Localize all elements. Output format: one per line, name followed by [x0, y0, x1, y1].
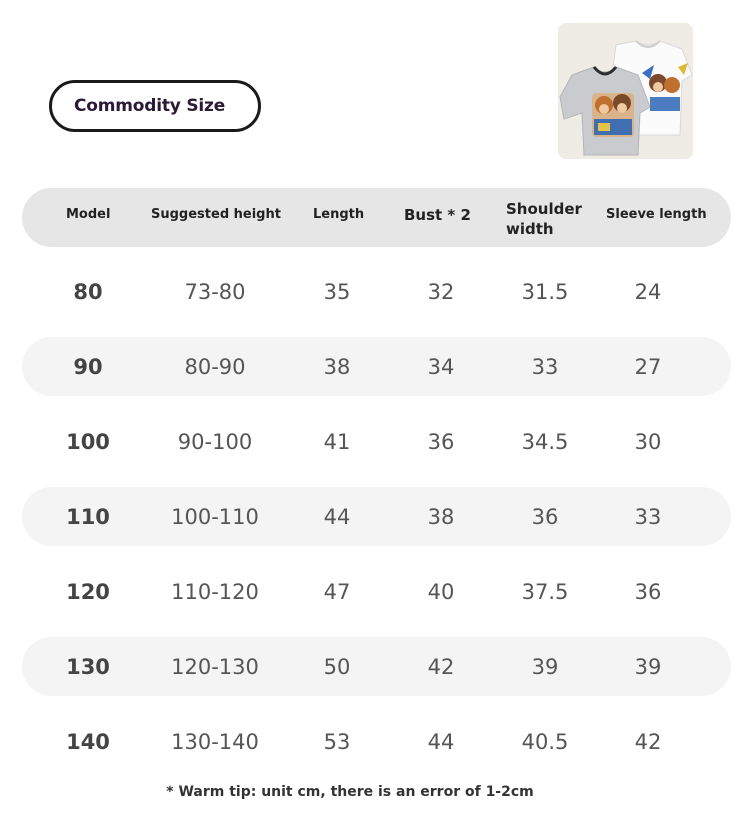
- header-suggested-height: Suggested height: [151, 207, 281, 222]
- cell-sleeve: 24: [634, 280, 662, 304]
- product-thumbnail: [558, 23, 693, 159]
- cell-sleeve: 33: [634, 505, 662, 529]
- cell-length: 38: [323, 355, 351, 379]
- cell-bust: 38: [427, 505, 455, 529]
- cell-height: 73-80: [184, 280, 246, 304]
- cell-sleeve: 39: [634, 655, 662, 679]
- cell-shoulder: 40.5: [521, 730, 569, 754]
- cell-bust: 44: [427, 730, 455, 754]
- cell-shoulder: 39: [531, 655, 559, 679]
- cell-height: 100-110: [171, 505, 259, 529]
- cell-sleeve: 36: [634, 580, 662, 604]
- cell-shoulder: 36: [531, 505, 559, 529]
- cell-bust: 34: [427, 355, 455, 379]
- cell-shoulder: 31.5: [521, 280, 569, 304]
- cell-height: 130-140: [171, 730, 259, 754]
- cell-shoulder: 33: [531, 355, 559, 379]
- cell-model: 90: [73, 355, 103, 379]
- cell-bust: 32: [427, 280, 455, 304]
- cell-shoulder: 34.5: [521, 430, 569, 454]
- cell-sleeve: 27: [634, 355, 662, 379]
- cell-length: 47: [323, 580, 351, 604]
- cell-model: 100: [66, 430, 110, 454]
- cell-length: 41: [323, 430, 351, 454]
- cell-height: 80-90: [184, 355, 246, 379]
- cell-bust: 36: [427, 430, 455, 454]
- header-shoulder-line2: width: [506, 220, 554, 238]
- sweatshirt-image: [558, 23, 693, 159]
- header-length: Length: [313, 207, 365, 222]
- cell-height: 90-100: [177, 430, 253, 454]
- cell-sleeve: 30: [634, 430, 662, 454]
- header-shoulder-line1: Shoulder: [506, 200, 582, 218]
- cell-length: 44: [323, 505, 351, 529]
- warm-tip: * Warm tip: unit cm, there is an error of 1-2cm: [166, 784, 534, 800]
- cell-model: 80: [73, 280, 103, 304]
- cell-height: 110-120: [171, 580, 259, 604]
- page-title: Commodity Size: [49, 80, 261, 132]
- header-shoulder-width: [506, 199, 582, 239]
- cell-length: 53: [323, 730, 351, 754]
- header-bust: Bust * 2: [404, 206, 471, 224]
- cell-model: 120: [66, 580, 110, 604]
- cell-bust: 42: [427, 655, 455, 679]
- cell-sleeve: 42: [634, 730, 662, 754]
- cell-length: 35: [323, 280, 351, 304]
- cell-shoulder: 37.5: [521, 580, 569, 604]
- cell-height: 120-130: [171, 655, 259, 679]
- header-sleeve-length: Sleeve length: [606, 207, 707, 222]
- cell-model: 140: [66, 730, 110, 754]
- header-model: Model: [66, 207, 111, 222]
- cell-length: 50: [323, 655, 351, 679]
- cell-bust: 40: [427, 580, 455, 604]
- cell-model: 130: [66, 655, 110, 679]
- cell-model: 110: [66, 505, 110, 529]
